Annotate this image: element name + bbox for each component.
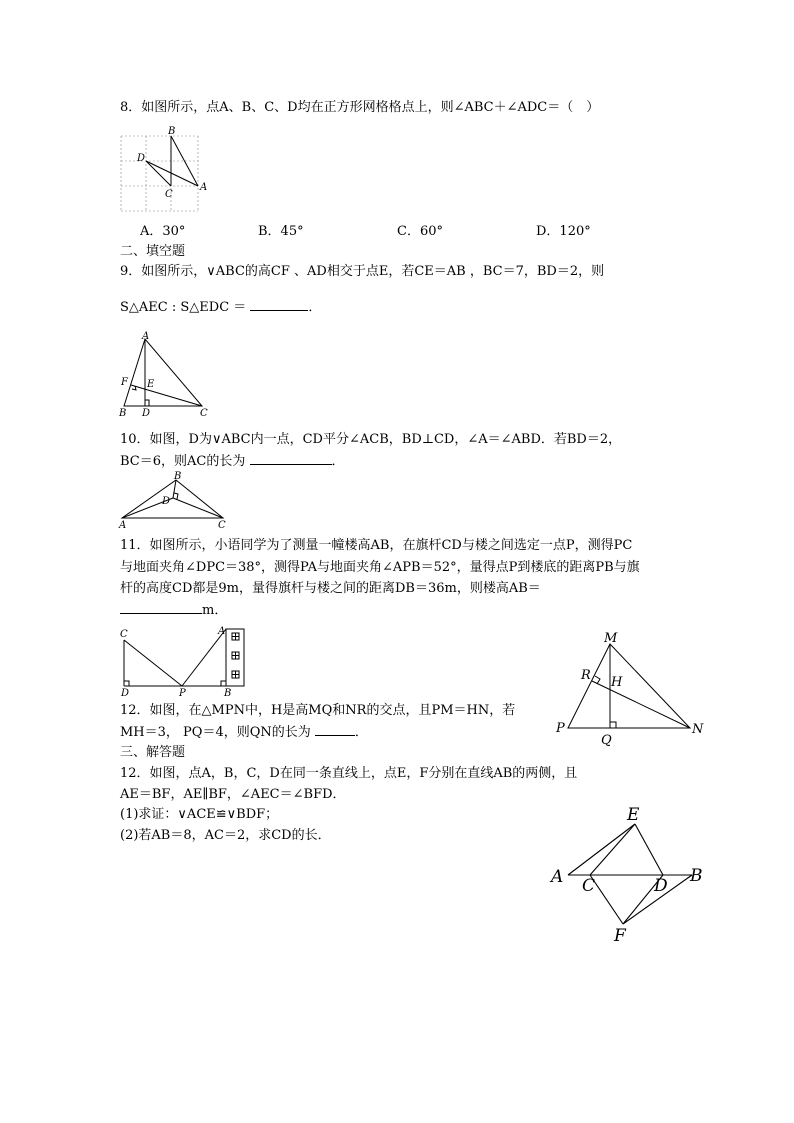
q9-label-d: D <box>142 408 151 419</box>
q8-label-b: B <box>168 126 176 137</box>
q11-label-a: A <box>218 626 226 637</box>
q8-option-c: C．60° <box>397 224 443 239</box>
q9-answer-blank <box>250 298 308 311</box>
q8-grid-figure <box>118 124 208 216</box>
q9-label-c: C <box>200 408 208 419</box>
q10-label-b: B <box>174 471 182 482</box>
q12b-part2: (2)若AB＝8，AC＝2，求CD的长． <box>120 828 331 843</box>
q12b-label-f: F <box>614 926 626 946</box>
q9-label-a: A <box>142 331 150 342</box>
q12a-label-m: M <box>604 631 618 646</box>
q11-label-p: P <box>179 688 186 699</box>
q12a-answer-blank <box>315 723 355 736</box>
q12b-label-c: C <box>582 876 596 896</box>
q9-label-e: E <box>147 379 155 390</box>
q11-answer-blank <box>120 601 202 614</box>
q12a-stem-line2: MH＝3， PQ＝4，则QN的长为 ． <box>120 725 368 740</box>
q11-stem-line2: 与地面夹角∠DPC＝38°，测得PA与地面夹角∠APB＝52°，量得点P到楼底的距离PB与旗 <box>120 560 640 575</box>
section-heading-solutions: 三、解答题 <box>120 745 186 760</box>
q8-label-c: C <box>165 189 173 200</box>
q12a-label-q: Q <box>601 733 612 748</box>
q10-stem-line2: BC＝6，则AC的长为 ． <box>120 454 345 469</box>
q10-triangle-figure <box>118 472 233 532</box>
q8-option-b: B．45° <box>258 224 304 239</box>
q9-triangle-figure <box>118 331 218 420</box>
q11-stem-line3: 杆的高度CD都是9m，量得旗杆与楼之间的距离DB＝36m，则楼高AB＝ <box>120 581 541 596</box>
q12b-label-e: E <box>627 805 640 825</box>
q10-stem-line2-text: BC＝6，则AC的长为 <box>120 454 246 469</box>
q9-label-f: F <box>121 377 128 388</box>
q10-stem-line1: 10．如图，D为∨ABC内一点，CD平分∠ACB，BD⊥CD，∠A＝∠ABD．若BD＝2， <box>120 432 622 447</box>
q8-label-a: A <box>200 182 208 193</box>
q12a-stem-line2-text: MH＝3， PQ＝4，则QN的长为 <box>120 725 311 740</box>
section-heading-fill-in: 二、填空题 <box>120 244 186 259</box>
q12a-label-p: P <box>556 721 565 736</box>
q10-label-a: A <box>119 520 127 531</box>
q8-option-a: A．30° <box>140 224 186 239</box>
q10-label-c: C <box>218 520 226 531</box>
q10-label-d: D <box>162 496 171 507</box>
q12b-stem-line2: AE＝BF，AE∥BF，∠AEC＝∠BFD． <box>120 787 346 802</box>
q8-option-d: D．120° <box>536 224 591 239</box>
q11-label-c: C <box>120 629 128 640</box>
q12b-stem-line1: 12．如图，点A，B，C，D在同一条直线上，点E，F分别在直线AB的两侧，且 <box>120 766 578 781</box>
q12a-triangle-figure <box>552 632 712 748</box>
q12b-label-a: A <box>551 867 564 887</box>
q9-stem-line2: S△AEC : S△EDC ＝ ． <box>120 300 322 315</box>
q8-stem: 8．如图所示，点A、B、C、D均在正方形网格格点上，则∠ABC＋∠ADC＝（ ） <box>120 100 600 115</box>
q12a-label-r: R <box>581 668 591 683</box>
q11-unit: m． <box>202 603 228 618</box>
q12a-label-n: N <box>692 722 704 737</box>
q12a-label-h: H <box>611 675 623 690</box>
q11-stem-line1: 11．如图所示，小语同学为了测量一幢楼高AB，在旗杆CD与楼之间选定一点P，测得PC <box>120 538 633 553</box>
q12b-part1: (1)求证：∨ACE≌∨BDF； <box>120 807 279 822</box>
q11-stem-line4 <box>120 601 227 619</box>
q12a-stem-line1: 12．如图，在△MPN中，H是高MQ和NR的交点，且PM＝HN，若 <box>120 703 516 718</box>
q12b-label-b: B <box>690 866 703 886</box>
q10-answer-blank <box>250 452 332 465</box>
q8-label-d: D <box>137 153 146 164</box>
q9-stem-line1: 9．如图所示，∨ABC的高CF 、AD相交于点E，若CE＝AB ，BC＝7，BD＝2，则 <box>120 264 605 279</box>
q11-building-figure <box>118 626 248 698</box>
q12b-label-d: D <box>654 876 668 896</box>
q11-label-b: B <box>224 688 232 699</box>
q9-area-ratio: S△AEC : S△EDC ＝ <box>120 300 247 315</box>
q9-label-b: B <box>119 408 127 419</box>
q11-label-d: D <box>121 688 130 699</box>
q12b-figure <box>548 800 718 946</box>
